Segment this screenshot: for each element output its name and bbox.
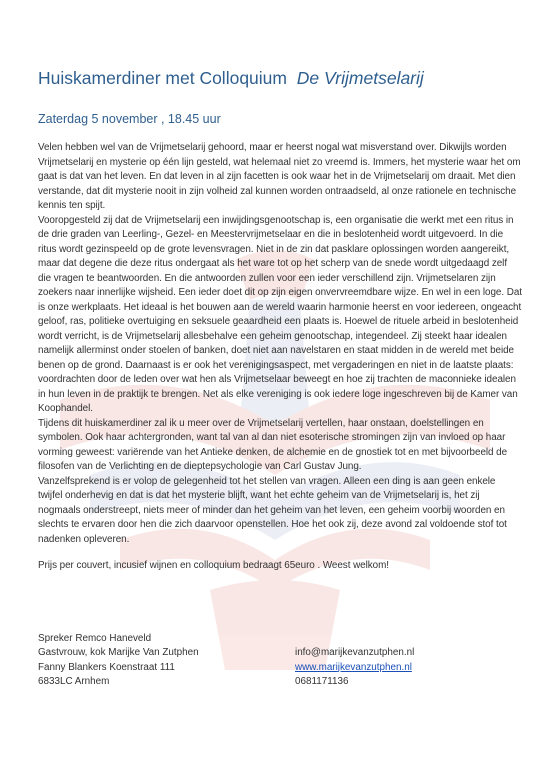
credits-row: [38, 632, 528, 646]
event-date: Zaterdag 5 november , 18.45 uur: [38, 112, 221, 126]
email-address: info@marijkevanzutphen.nl: [295, 647, 415, 659]
street-address: Fanny Blankers Koenstraat 111: [38, 661, 175, 673]
phone-number: 0681171136: [295, 675, 349, 687]
title-main: Huiskamerdiner met Colloquium: [38, 68, 287, 88]
city-line: 6833LC Arnhem: [38, 675, 110, 687]
title-subject: De Vrijmetselarij: [296, 68, 424, 88]
body-text: [38, 141, 522, 574]
paragraph-questions: Vanzelfsprekend is er volop de gelegenheid tot het stellen van vragen. Alleen een ding is aan geen enkele twijfel onderhevig en dat is dat het mysterie blijft, want het echte geheim van de Vrijmetselarij is, het zij nogmaals onderstreept, niets meer of minder dan het geheim van het leven, een geheim voorbij woorden en slechts te ervaren door hen die zich daarvoor openstellen. Hoe het ook zij, deze avond zal voldoende stof tot nadenken opleveren.: [38, 475, 507, 545]
speaker-line: Spreker Remco Haneveld: [38, 633, 152, 644]
paragraph-ritual: Vooropgesteld zij dat de Vrijmetselarij een inwijdingsgenootschap is, een organisatie die werkt met een ritus in de drie graden van Leerling-, Gezel- en Meestervrijmetselaar en die in beslotenheid wordt uitgevoerd. In die ritus wordt gezinspeeld op de grote levensvragen. Niet in de zin dat pasklare oplossingen worden aangereikt, maar dat degene die deze ritus ondergaat als het ware tot op het scherp van de snede wordt uitgedaagd zelf die vragen te beantwoorden. En die antwoorden zullen voor een ieder verschillend zijn. Vrijmetselaren zijn zoekers naar innerlijke wijsheid. Een ieder doet dit op zijn eigen onvervreemdbare wijze. En wel in een loge. Dat is onze werkplaats. Het ideaal is het bouwen aan de wereld waarin harmonie heerst en voor iedereen, ongeacht geloof, ras, politieke overtuiging en seksuele geaardheid een plaats is. Hoewel de rituele arbeid in beslotenheid wordt verricht, is de Vrijmetselarij allesbehalve een geheim genootschap, integendeel. Zij steekt haar idealen namelijk allerminst onder stoelen of banken, doet niet aan navelstaren en staat midden in de wereld met beide benen op de grond. Daarnaast is er ook het verenigingsaspect, met vergaderingen en niet in de laatste plaats: voordrachten door de leden over wat hen als Vrijmetselaar beweegt en hoe zij trachten de maconnieke idealen in hun leven in de praktijk te brengen. Net als elke vereniging is ook iedere loge ingeschreven bij de Kamer van Koophandel.: [38, 214, 522, 414]
credits-row: [38, 675, 528, 689]
credits-row: [38, 646, 528, 660]
price-line: Prijs per couvert, incusief wijnen en colloquium bedraagt 65euro . Weest welkom!: [38, 560, 389, 571]
credits-row: [38, 661, 528, 675]
paragraph-dinner: Tijdens dit huiskamerdiner zal ik u meer over de Vrijmetselarij vertellen, haar onstaan, doelstellingen en symbolen. Ook haar achtergronden, want tal van al dan niet esoterische stromingen zijn van invloed op haar vorming geweest: variërende van het Antieke denken, de alchemie en de gnostiek tot en met bijvoorbeeld de filosofen van de Verlichting en de dieptepsychologie van Carl Gustav Jung.: [38, 417, 508, 472]
paragraph-intro: Velen hebben wel van de Vrijmetselarij gehoord, maar er heerst nogal wat misverstand over. Dikwijls worden Vrijmetselarij en mysterie op één lijn gesteld, wat helemaal niet zo vreemd is. Immers, het mysterie waar het om gaat is dat van het leven. En dat leven in al zijn facetten is ook waar het in de Vrijmetselarij om draait. Met dien verstande, dat dit mysterie nooit in zijn volheid zal kunnen worden ontraadseld, al onze rationele en technische kennis ten spijt.: [38, 142, 521, 211]
page-title: [38, 68, 424, 89]
host-line: Gastvrouw, kok Marijke Van Zutphen: [38, 647, 199, 659]
credits-block: [38, 632, 528, 689]
website-link[interactable]: www.marijkevanzutphen.nl: [295, 661, 412, 673]
